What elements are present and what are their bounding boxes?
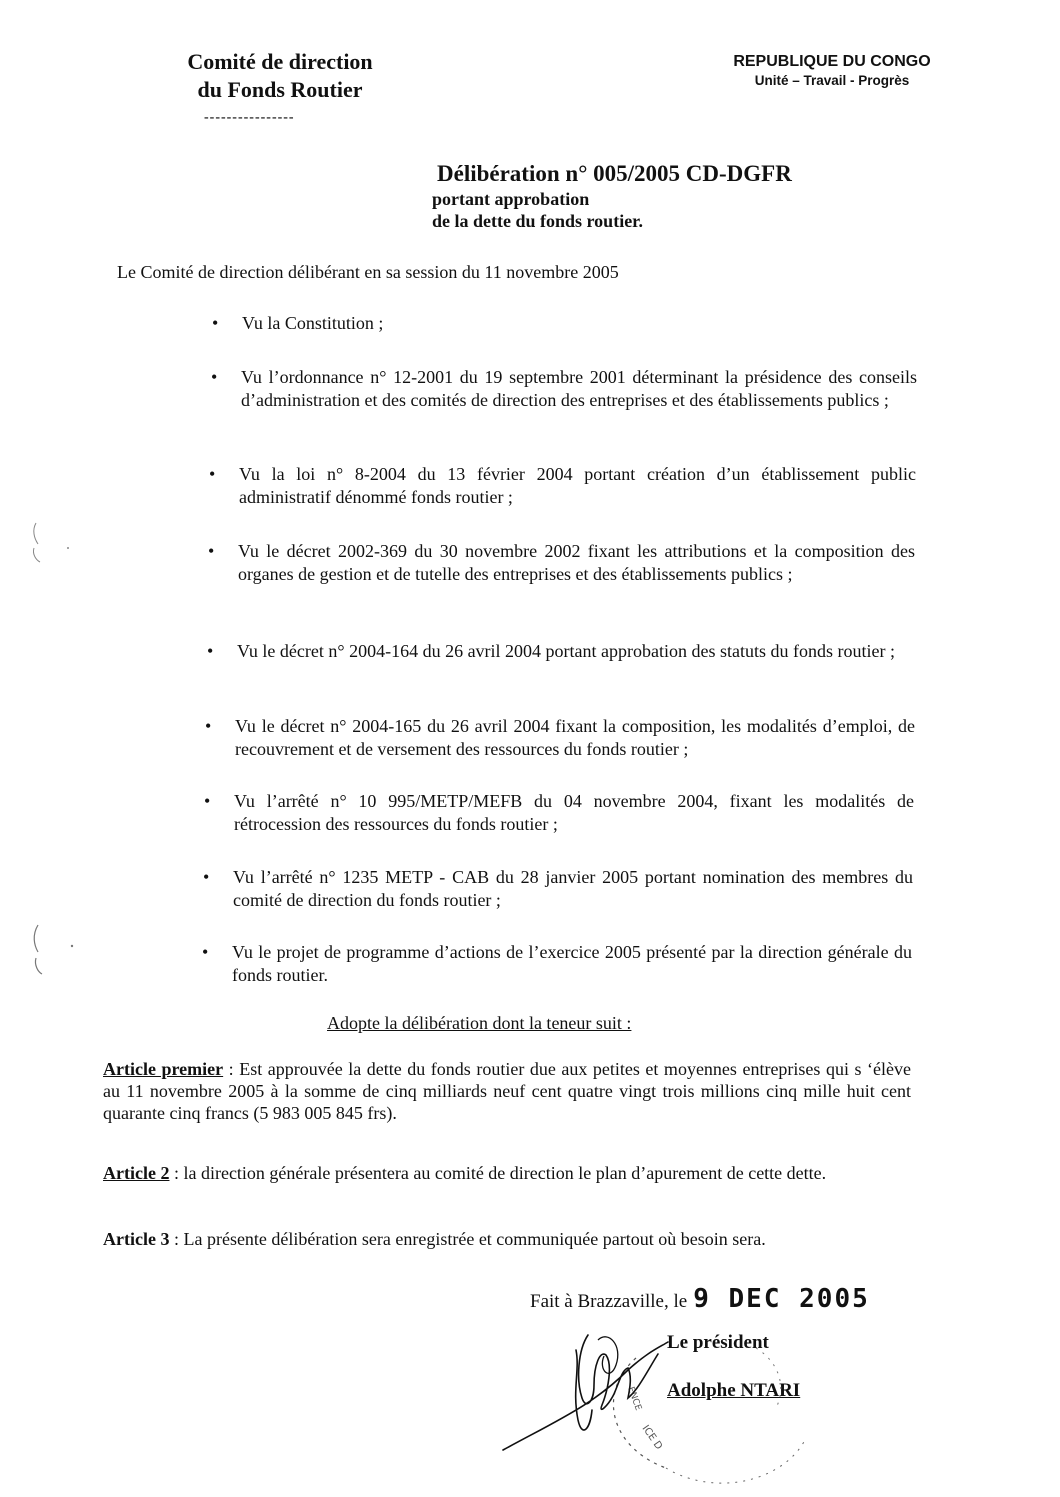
subject-line-2: de la dette du fonds routier.: [432, 211, 644, 231]
bullet-icon: •: [204, 791, 211, 811]
signatory-name: Adolphe NTARI: [667, 1380, 801, 1401]
place-text: Fait à Brazzaville, le: [530, 1291, 688, 1312]
list-item: • Vu la Constitution ;: [212, 313, 384, 333]
bullet-icon: •: [211, 367, 218, 387]
bullet-icon: •: [207, 641, 214, 661]
article-label: Article 2: [103, 1163, 170, 1183]
deliberation-number: Délibération n° 005/2005 CD-DGFR: [437, 161, 792, 186]
adoption-statement: Adopte la délibération dont la teneur suit :: [327, 1013, 632, 1033]
bullet-icon: •: [212, 313, 219, 333]
national-motto: Unité – Travail - Progrès: [754, 73, 910, 88]
handwritten-signature: [498, 1310, 698, 1460]
article-text: : la direction générale présentera au comité de direction le plan d’apurement de cette dette.: [169, 1163, 827, 1183]
stamped-date: 9 DEC 2005: [693, 1284, 870, 1314]
issuing-body-line1: Comité de direction: [187, 49, 373, 74]
list-item: • Vu le décret n° 2004-164 du 26 avril 2004 portant approbation des statuts du fonds routier ;: [207, 641, 895, 661]
article-text: : Est approuvée la dette du fonds routier due aux petites et moyennes entreprises qui s ‘élève au 11 novembre 2005 à la somme de cinq milliards neuf cent quatre vingt trois millions cinq mille huit cent quarante cinq francs (5 983 005 845 frs).: [103, 1059, 911, 1123]
article-label: Article premier: [103, 1059, 224, 1079]
article-3: [103, 1228, 911, 1250]
article-text: : La présente délibération sera enregistrée et communiquée partout où besoin sera.: [169, 1229, 766, 1249]
bullet-icon: •: [202, 942, 209, 962]
bullet-icon: •: [203, 867, 210, 887]
list-item: • Vu le décret 2002-369 du 30 novembre 2002 fixant les attributions et la composition des organes de gestion et de tutelle des entreprises et des établissements publics ;: [208, 541, 915, 584]
svg-text:ICE D: ICE D: [639, 1423, 665, 1452]
issuing-body-line2: du Fonds Routier: [197, 77, 363, 102]
header-separator: ----------------: [204, 110, 295, 125]
bullet-icon: •: [208, 541, 215, 561]
list-item: • Vu l’arrêté n° 10 995/METP/MEFB du 04 novembre 2004, fixant les modalités de rétrocession des ressources du fonds routier ;: [204, 791, 914, 834]
signatory-title: Le président: [667, 1332, 769, 1353]
list-item: • Vu la loi n° 8-2004 du 13 février 2004 portant création d’un établissement public administratif dénommé fonds routier ;: [209, 464, 916, 507]
list-item: • Vu l’arrêté n° 1235 METP - CAB du 28 janvier 2005 portant nomination des membres du comité de direction du fonds routier ;: [203, 867, 913, 910]
bullet-icon: •: [205, 716, 212, 736]
subject-line-1: portant approbation: [432, 189, 590, 209]
article-2: [103, 1162, 911, 1184]
list-item: • Vu l’ordonnance n° 12-2001 du 19 septembre 2001 déterminant la présidence des conseils d’administration et des comités de direction des entreprises et des établissements publics ;: [211, 367, 917, 410]
article-label: Article 3: [103, 1229, 170, 1249]
svg-text:ENCE: ENCE: [625, 1385, 643, 1412]
list-item: • Vu le projet de programme d’actions de l’exercice 2005 présenté par la direction générale du fonds routier.: [202, 942, 912, 985]
scan-mark: [28, 920, 78, 980]
article-premier: [103, 1058, 911, 1124]
bullet-icon: •: [209, 464, 216, 484]
scan-mark: [28, 518, 78, 568]
intro-sentence: Le Comité de direction délibérant en sa session du 11 novembre 2005: [117, 262, 619, 282]
republic-name: REPUBLIQUE DU CONGO: [733, 53, 931, 70]
list-item: • Vu le décret n° 2004-165 du 26 avril 2004 fixant la composition, les modalités d’emploi, de recouvrement et de versement des ressources du fonds routier ;: [205, 716, 915, 759]
